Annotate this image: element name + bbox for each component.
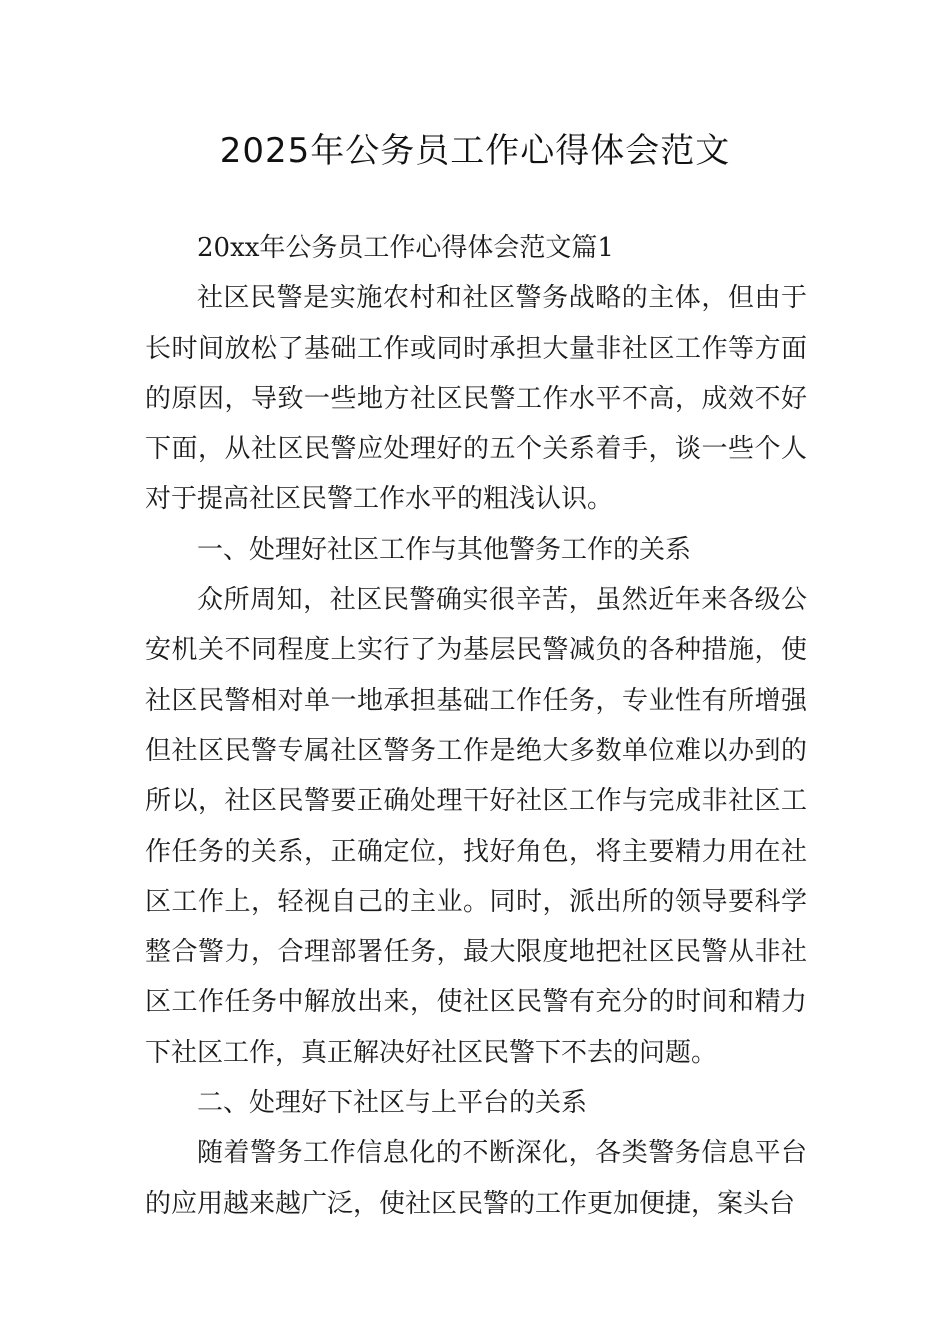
section-heading-1: 一、处理好社区工作与其他警务工作的关系 — [197, 534, 692, 565]
section-1-paragraph: 众所周知，社区民警确实很辛苦，虽然近年来各级公安机关不同程度上实行了为基层民警减负的各种措施，使社区民警相对单一地承担基础工作任务，专业性有所增强但社区民警专属社区警务工作是绝大多数单位难以办到的所以，社区民警要正确处理干好社区工作与完成非社区工作任务的关系，正确定位，找好角色，将主要精力用在社区工作上，轻视自己的主业。同时，派出所的领导要科学整合警力，合理部署任务，最大限度地把社区民警从非社区工作任务中解放出来，使社区民警有充分的时间和精力下社区工作，真正解决好社区民警下不去的问题。 — [145, 585, 807, 1068]
document-title: 2025年公务员工作心得体会范文 — [219, 131, 731, 171]
document-body — [145, 223, 807, 1229]
section-heading-2: 二、处理好下社区与上平台的关系 — [197, 1088, 588, 1119]
intro-paragraph: 社区民警是实施农村和社区警务战略的主体，但由于长时间放松了基础工作或同时承担大量非社区工作等方面的原因，导致一些地方社区民警工作水平不高，成效不好下面，从社区民警应处理好的五个关系着手，谈一些个人对于提高社区民警工作水平的粗浅认识。 — [145, 283, 807, 515]
subtitle-paragraph: 20xx年公务员工作心得体会范文篇1 — [197, 233, 614, 263]
section-2-paragraph: 随着警务工作信息化的不断深化，各类警务信息平台的应用越来越广泛，使社区民警的工作更加便捷，案头台 — [145, 1138, 807, 1219]
